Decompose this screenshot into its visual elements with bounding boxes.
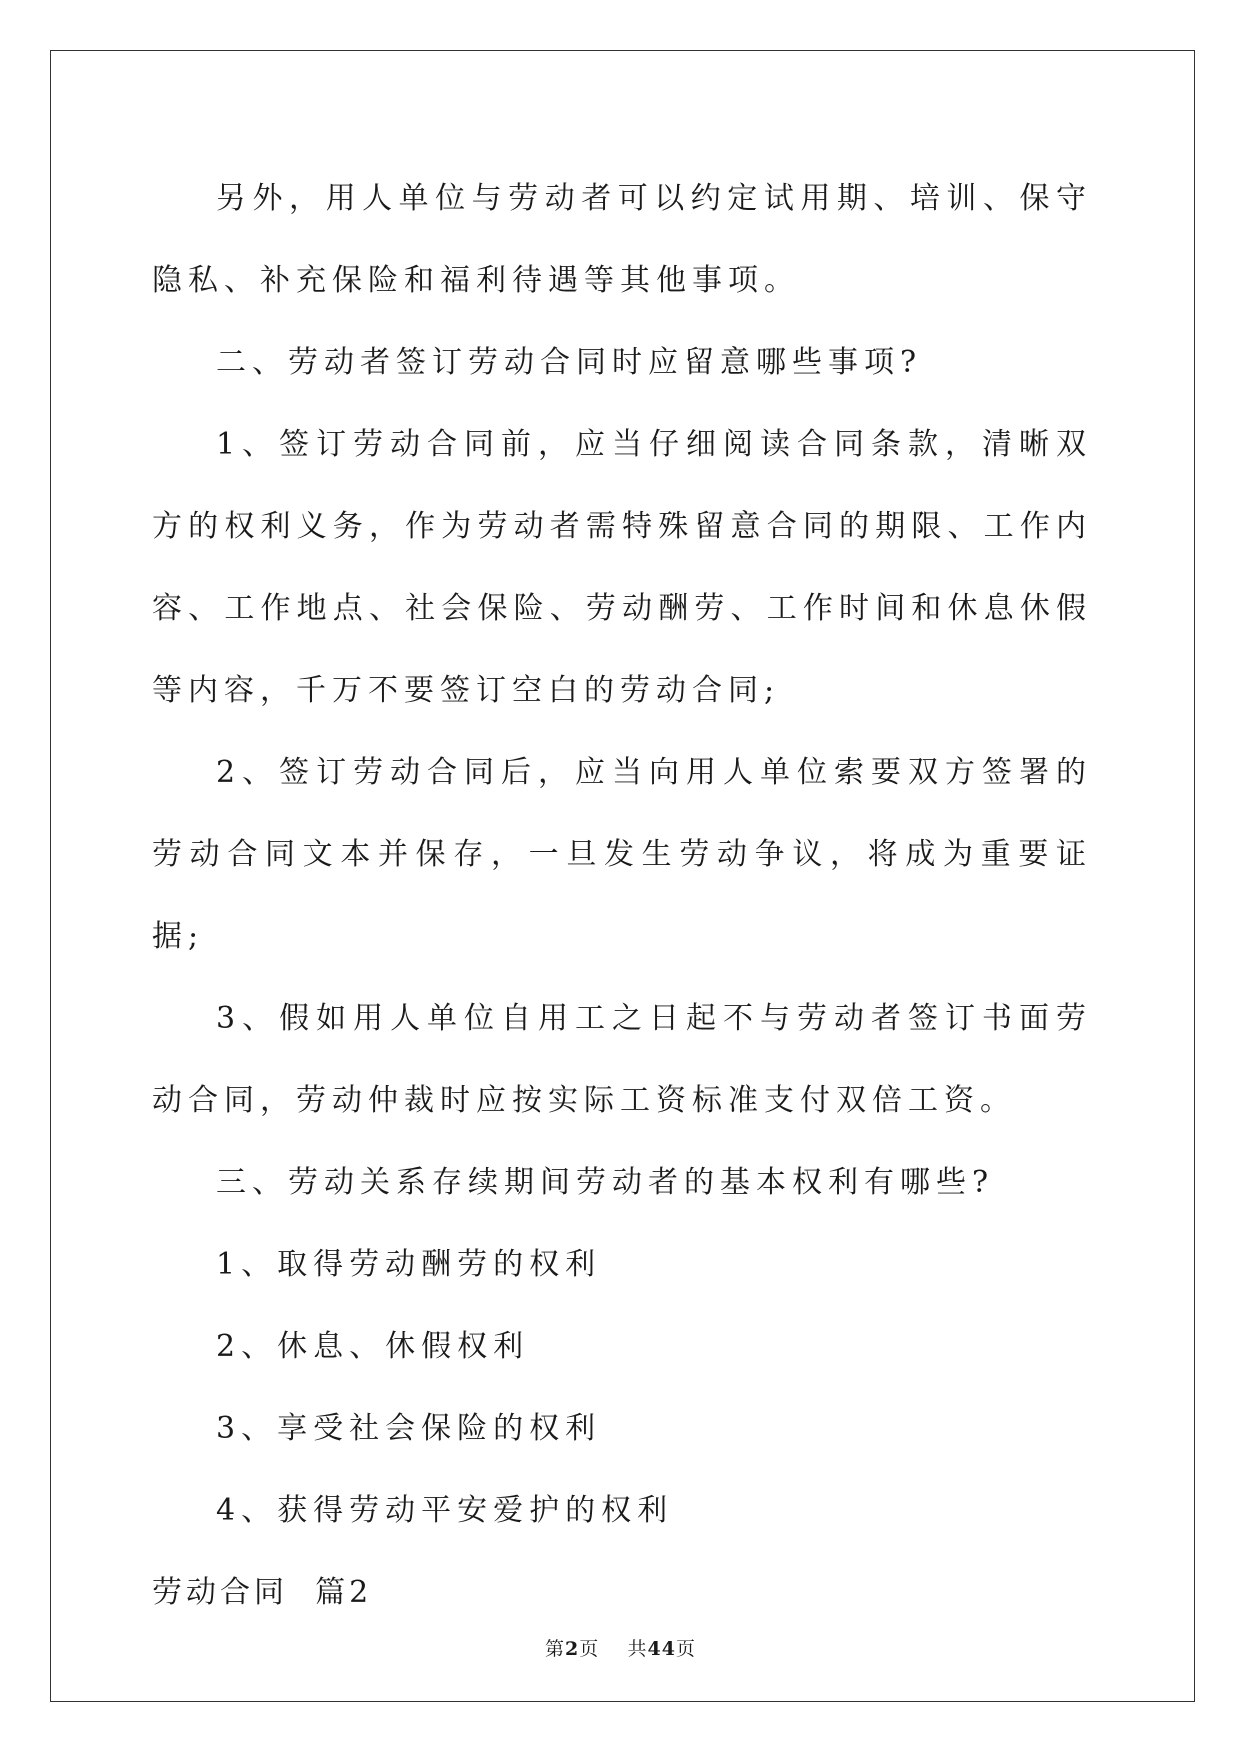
paragraph: 2、签订劳动合同后，应当向用人单位索要双方签署的劳动合同文本并保存，一旦发生劳动争议，将成为重要证据; <box>152 755 1092 954</box>
footer-total-suffix: 页 <box>675 1638 696 1660</box>
paragraph: 2、休息、休假权利 <box>216 1329 530 1364</box>
paragraph: 1、取得劳动酬劳的权利 <box>216 1247 602 1282</box>
paragraph: 三、劳动关系存续期间劳动者的基本权利有哪些? <box>216 1165 995 1200</box>
paragraph: 二、劳动者签订劳动合同时应留意哪些事项? <box>216 345 923 380</box>
paragraph: 另外，用人单位与劳动者可以约定试用期、培训、保守隐私、补充保险和福利待遇等其他事项。 <box>152 181 1092 298</box>
footer-total-prefix: 共 <box>627 1638 648 1660</box>
section-heading: 劳动合同 篇2 <box>152 1575 373 1610</box>
paragraph: 3、享受社会保险的权利 <box>216 1411 602 1446</box>
footer-page-number: 2 <box>565 1638 580 1660</box>
paragraph: 3、假如用人单位自用工之日起不与劳动者签订书面劳动合同，劳动仲裁时应按实际工资标准支付双倍工资。 <box>152 1001 1092 1118</box>
footer-total-pages: 44 <box>647 1638 676 1660</box>
paragraph: 4、获得劳动平安爱护的权利 <box>216 1493 674 1528</box>
document-body <box>152 158 1092 1634</box>
paragraph: 1、签订劳动合同前，应当仔细阅读合同条款，清晰双方的权利义务，作为劳动者需特殊留意合同的期限、工作内容、工作地点、社会保险、劳动酬劳、工作时间和休息休假等内容，千万不要签订空白的劳动合同; <box>152 427 1092 708</box>
footer-page-suffix: 页 <box>579 1638 600 1660</box>
footer-prefix: 第 <box>545 1638 566 1660</box>
page-footer <box>0 1634 1241 1661</box>
